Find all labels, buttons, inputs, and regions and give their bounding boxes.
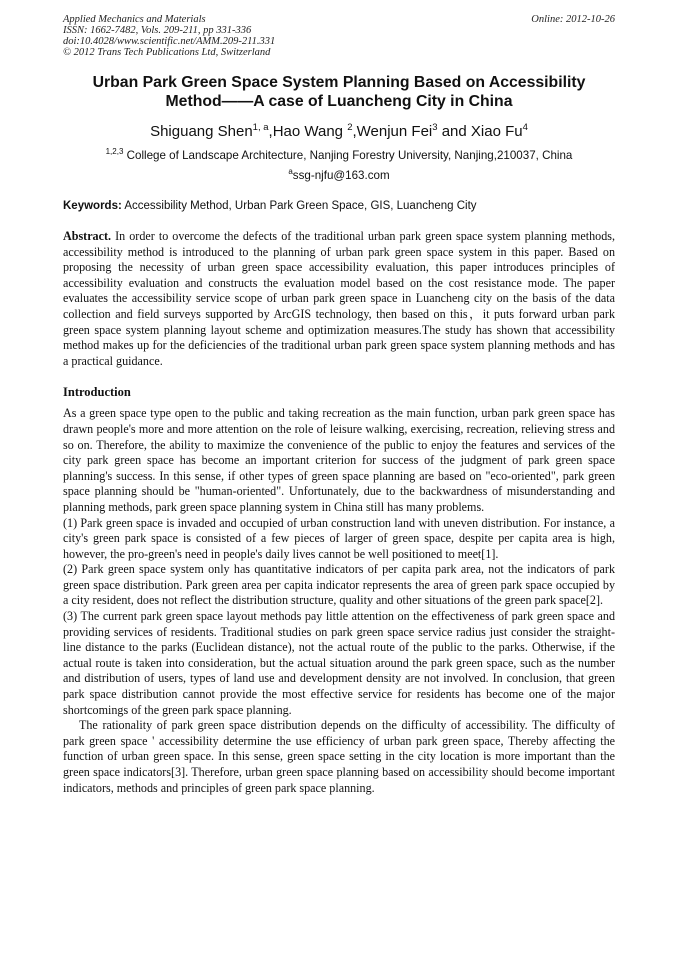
affiliation-sup: 1,2,3 [105,147,124,156]
email-text: ssg-njfu@163.com [292,169,390,182]
intro-paragraph: (3) The current park green space layout methods pay little attention on the effectiveness of park green space and providing services of residents. Traditional studies on park green space service radius just consider the straight-line distance to the parks (Euclidean distance), not the actual route of the public to the parks. Otherwise, if the actual route is taken into consideration, but the actual situation around the park green space, such as the number and distribution of users, types of land use and development density are not involved. In conclusion, that green park space distribution cannot provide the most effective service for residents has become one of the major shortcomings of the green park space planning. [63,609,615,717]
abstract-label: Abstract. [63,229,112,243]
affiliation [63,149,615,163]
author-email [63,169,615,183]
copyright-line: © 2012 Trans Tech Publications Ltd, Switzerland [63,47,271,58]
online-date: Online: 2012-10-26 [531,14,615,25]
issn-line: ISSN: 1662-7482, Vols. 209-211, pp 331-336 [63,25,252,36]
keywords [63,199,615,213]
abstract [63,229,615,369]
author-sup: 2 [347,122,353,133]
doi-line: doi:10.4028/www.scientific.net/AMM.209-211.331 [63,36,276,47]
journal-header [63,14,615,58]
author-name: Shiguang Shen [150,123,253,140]
keywords-label: Keywords: [63,200,122,212]
intro-paragraph: The rationality of park green space distribution depends on the difficulty of accessibility. The difficulty of park green space ' accessibility determine the use efficiency of urban park green space, Thereby affecting the function of urban green space. In this sense, green space setting in the city location is more important than the green space indicators[3]. Therefore, urban green space planning based on accessibility should become important indicators, methods and principles of green park space planning. [63,718,615,795]
author-sup: 1, a [252,122,269,133]
author-name: Hao Wang [272,123,348,140]
affiliation-text: College of Landscape Architecture, Nanjing Forestry University, Nanjing,210037, China [126,149,573,162]
author-sup: 4 [522,122,528,133]
paper-title: Urban Park Green Space System Planning Based on Accessibility Method——A case of Luancheng City in China [92,74,586,110]
author-name: Wenjun Fei [356,123,433,140]
email-sup: a [288,167,293,176]
author-sup: 3 [432,122,438,133]
journal-name: Applied Mechanics and Materials [63,14,206,25]
author-list: Shiguang Shen$^{1, a}$,Hao Wang $^2$,Wenjun Fei$^3$ and Xiao Fu$^4$ [150,122,528,140]
abstract-text: In order to overcome the defects of the traditional urban park green space system planning methods, accessibility method is introduced to the planning of urban park green space system in this paper. Based on proposing the necessity of urban green space accessibility evaluation, this paper introduces principles of accessibility evaluation and constructs the evaluation model based on the cost resistance mode. The paper evaluates the accessibility service scope of urban park green space in Luancheng city on the basis of the data collection and field surveys supported by ArcGIS technology, then based on this，it puts forward urban park green space system planning layout scheme and optimization measures.The study has shown that accessibility method makes up for the deficiencies of the traditional urban park green space system planning methods and has a practical guidance. [63,229,615,368]
author-name: Xiao Fu [470,123,523,140]
intro-paragraph: (2) Park green space system only has quantitative indicators of per capita park area, not the indicators of park green space distribution. Park green area per capita indicator represents the area of green park space occupied by a city resident, does not reflect the distribution structure, quality and other situations of the green park space[2]. [63,562,615,608]
paper-page [63,14,615,796]
keywords-text: Accessibility Method, Urban Park Green Space, GIS, Luancheng City [124,200,477,212]
intro-paragraph: As a green space type open to the public and taking recreation as the main function, urban park green space has drawn people's more and more attention on the role of leisure walking, exercising, recreation, relieving stress and so on. Therefore, the ability to maximize the convenience of the public to enjoy the features and services of the city park green space has become an important criterion for success of the judgment of park green space planning's success. In this sense, if other types of green space planning are based on "eco-oriented", park green space planning should be "human-oriented". Unfortunately, due to the backwardness of misunderstanding and planning methods, park green space planning system in China still has many problems. [63,406,615,514]
intro-paragraph: (1) Park green space is invaded and occupied of urban construction land with uneven distribution. For instance, a city's green park space is consisted of a few pieces of larger of green space, despite per capita area is high, however, the pro-green's need in people's daily lives cannot be well positioned to meet[1]. [63,515,615,561]
introduction-heading: Introduction [63,385,131,400]
